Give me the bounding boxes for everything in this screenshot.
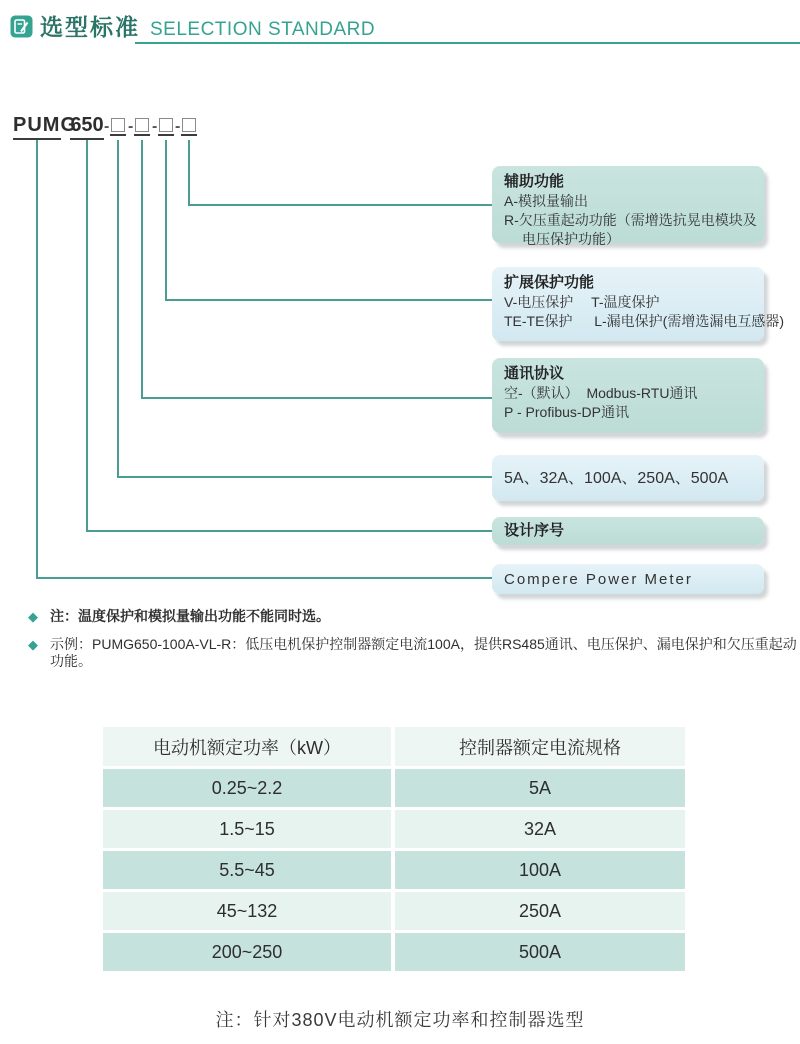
code-separator: - — [128, 118, 134, 135]
callout-auxiliary-function — [492, 166, 764, 247]
placeholder-box-icon — [111, 118, 125, 132]
placeholder-box-icon — [182, 118, 196, 132]
note-2 — [28, 636, 800, 670]
callout-line: Compere Power Meter — [504, 570, 693, 588]
callout-title: 设计序号 — [504, 522, 565, 539]
current-rating: 100A — [395, 851, 685, 889]
power-range: 1.5~15 — [103, 810, 391, 848]
callout-line: 空-（默认） Modbus-RTU通讯 — [504, 385, 698, 401]
code-separator: - — [152, 118, 158, 135]
current-rating: 250A — [395, 892, 685, 930]
callout-line: 电压保护功能） — [522, 231, 620, 247]
connector-line — [86, 140, 88, 532]
connector-line — [165, 140, 167, 301]
code-placeholder-3 — [158, 117, 174, 136]
callout-line: TE-TE保护 L-漏电保护(需增选漏电互感器) — [504, 313, 784, 329]
callout-extended-protection — [492, 267, 784, 341]
callout-brand — [492, 564, 764, 594]
connector-line — [165, 299, 492, 301]
selection-table — [103, 727, 685, 974]
callout-current-ratings — [492, 455, 764, 501]
current-rating: 5A — [395, 769, 685, 807]
table-row — [103, 892, 685, 930]
callout-line: P - Profibus-DP通讯 — [504, 404, 629, 420]
connector-line — [141, 397, 492, 399]
page-header — [10, 15, 375, 39]
model-code-series: 650 — [70, 115, 104, 140]
power-range: 200~250 — [103, 933, 391, 971]
connector-line — [188, 140, 190, 206]
placeholder-box-icon — [135, 118, 149, 132]
power-range: 0.25~2.2 — [103, 769, 391, 807]
diamond-bullet-icon: ◆ — [28, 637, 38, 652]
connector-line — [36, 577, 492, 579]
current-rating: 500A — [395, 933, 685, 971]
table-row — [103, 851, 685, 889]
callout-communication-protocol — [492, 358, 764, 433]
callout-design-serial — [492, 517, 764, 545]
callout-line: 5A、32A、100A、250A、500A — [504, 469, 729, 487]
current-rating: 32A — [395, 810, 685, 848]
placeholder-box-icon — [159, 118, 173, 132]
table-row — [103, 769, 685, 807]
page-title-en: SELECTION STANDARD — [150, 19, 376, 40]
table-header-current: 控制器额定电流规格 — [395, 727, 685, 766]
code-separator: - — [104, 118, 110, 135]
power-range: 5.5~45 — [103, 851, 391, 889]
table-header-row — [103, 727, 685, 766]
note-1 — [28, 608, 330, 625]
connector-line — [36, 140, 38, 579]
page-title-zh: 选型标准 — [40, 14, 140, 40]
connector-line — [86, 530, 492, 532]
power-range: 45~132 — [103, 892, 391, 930]
table-row — [103, 810, 685, 848]
callout-line: R-欠压重起动功能（需增选抗晃电模块及 — [504, 212, 757, 228]
code-separator: - — [175, 118, 181, 135]
note-text: 示例：PUMG650-100A-VL-R：低压电机保护控制器额定电流100A，提供RS485通讯、电压保护、漏电保护和欠压重起动功能。 — [50, 636, 797, 669]
document-edit-icon — [10, 15, 33, 38]
callout-title: 辅助功能 — [504, 173, 565, 190]
note-text: 注：温度保护和模拟量输出功能不能同时选。 — [50, 608, 330, 624]
code-placeholder-2 — [134, 117, 150, 136]
header-underline — [135, 42, 800, 44]
callout-line: A-模拟量输出 — [504, 193, 588, 209]
callout-line: V-电压保护 T-温度保护 — [504, 294, 660, 310]
callout-title: 扩展保护功能 — [504, 274, 595, 291]
table-header-power: 电动机额定功率（kW） — [103, 727, 391, 766]
connector-line — [117, 140, 119, 478]
connector-line — [141, 140, 143, 399]
connector-line — [117, 476, 492, 478]
callout-title: 通讯协议 — [504, 365, 565, 382]
code-placeholder-4 — [181, 117, 197, 136]
diamond-bullet-icon: ◆ — [28, 609, 38, 624]
code-placeholder-1 — [110, 117, 126, 136]
footer-note: 注：针对380V电动机额定功率和控制器选型 — [215, 1010, 585, 1030]
table-row — [103, 933, 685, 971]
model-code-prefix: PUMG — [13, 115, 61, 140]
connector-line — [188, 204, 492, 206]
